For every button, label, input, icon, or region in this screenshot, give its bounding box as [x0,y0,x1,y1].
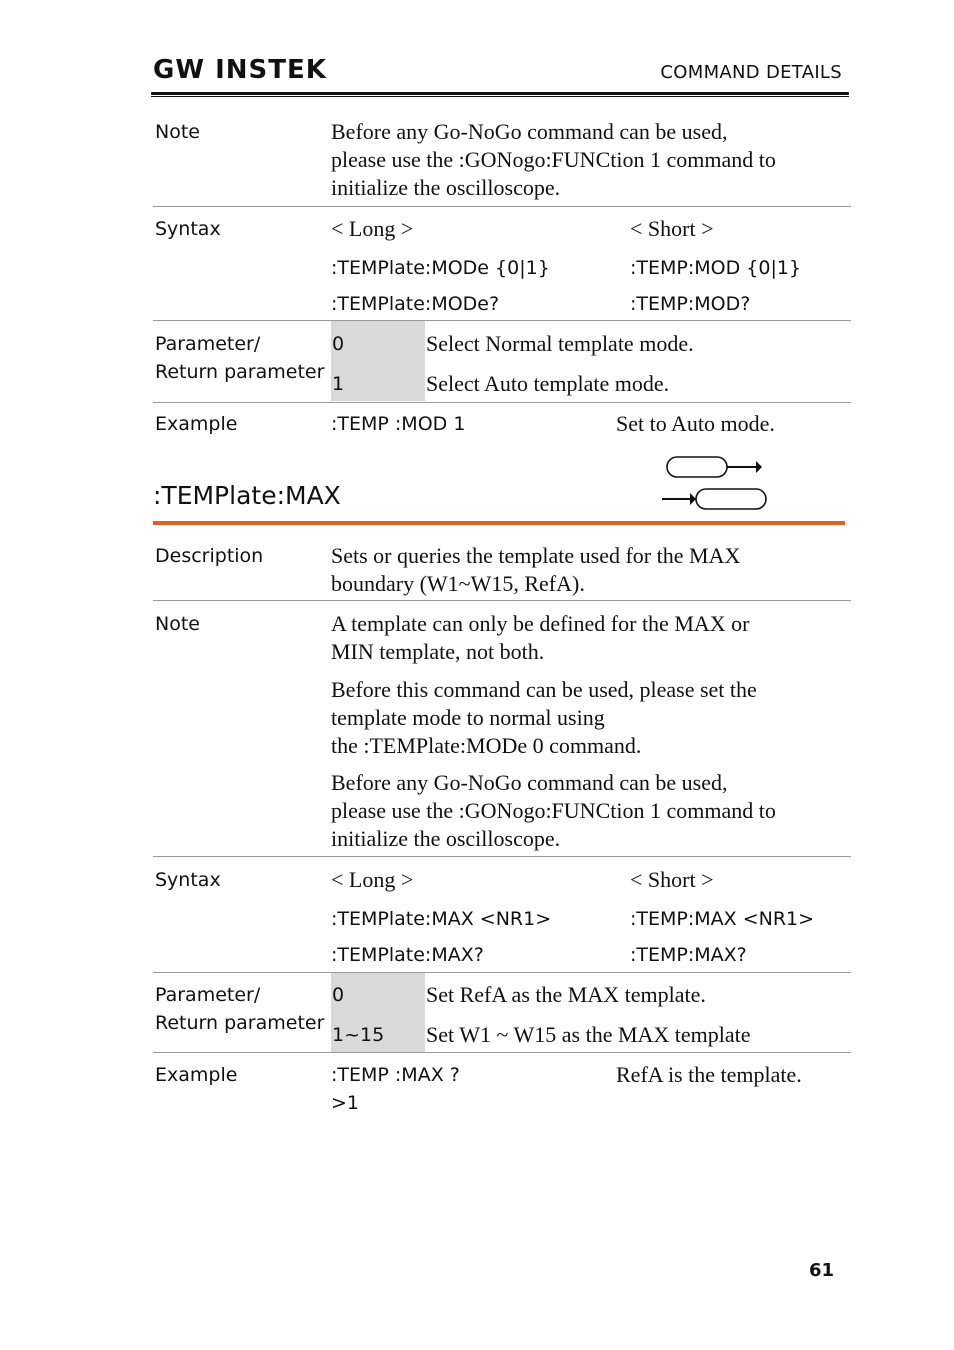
note-paragraph-2: Before this command can be used, please set the template mode to normal using the :TEMPlate:MODe 0 command. [331,677,757,758]
syntax-short-set: :TEMP:MOD {0|1} [630,257,802,279]
note-paragraph-3: Before any Go-NoGo command can be used, please use the :GONogo:FUNCtion 1 command to initialize the oscilloscope. [331,770,776,851]
syntax-long-query: :TEMPlate:MAX? [331,944,484,966]
parameter-label: Parameter/ [155,333,261,355]
parameter-desc: Select Normal template mode. [426,331,694,356]
syntax-long-query: :TEMPlate:MODe? [331,293,500,315]
example-command: :TEMP :MAX ? [331,1064,460,1086]
parameter-value: 0 [332,984,345,1006]
parameter-label: Parameter/ [155,984,261,1006]
example-response: >1 [331,1092,360,1114]
divider [153,1052,851,1053]
gw-instek-logo: GW INSTEK [153,55,327,85]
note-text: Before any Go-NoGo command can be used, please use the :GONogo:FUNCtion 1 command to initialize the oscilloscope. [331,119,776,200]
page-number: 61 [808,1260,834,1281]
header-rule-thin [151,96,849,97]
parameter-desc: Set W1 ~ W15 as the MAX template [426,1022,751,1047]
title-rule [153,521,845,525]
description-text: Sets or queries the template used for the MAX boundary (W1~W15, RefA). [331,543,741,596]
syntax-long-header: < Long > [331,216,414,241]
example-label: Example [155,1064,238,1086]
syntax-short-header: < Short > [630,216,714,241]
syntax-short-set: :TEMP:MAX <NR1> [630,908,815,930]
header-rule [151,92,849,95]
divider [153,856,851,857]
parameter-value: 0 [332,333,345,355]
divider [153,402,851,403]
parameter-value: 1 [332,373,345,395]
example-description: Set to Auto mode. [616,411,775,436]
example-label: Example [155,413,238,435]
return-parameter-label: Return parameter [155,1012,325,1034]
parameter-desc: Set RefA as the MAX template. [426,982,706,1007]
divider [153,206,851,207]
syntax-long-set: :TEMPlate:MAX <NR1> [331,908,552,930]
command-title: :TEMPlate:MAX [153,481,341,510]
example-command: :TEMP :MOD 1 [331,413,466,435]
syntax-short-query: :TEMP:MAX? [630,944,747,966]
header-section-title: COMMAND DETAILS [660,62,842,83]
parameter-desc: Select Auto template mode. [426,371,670,396]
set-query-icon [660,454,770,514]
divider [153,320,851,321]
syntax-label: Syntax [155,218,221,240]
syntax-short-header: < Short > [630,867,714,892]
note-paragraph-1: A template can only be defined for the MAX or MIN template, not both. [331,611,750,664]
parameter-value-shading [331,321,425,401]
description-label: Description [155,545,264,567]
parameter-value: 1~15 [332,1024,385,1046]
syntax-long-header: < Long > [331,867,414,892]
note-label: Note [155,613,200,635]
example-description: RefA is the template. [616,1062,802,1087]
note-label: Note [155,121,200,143]
divider [153,972,851,973]
syntax-long-set: :TEMPlate:MODe {0|1} [331,257,550,279]
return-parameter-label: Return parameter [155,361,325,383]
syntax-label: Syntax [155,869,221,891]
syntax-short-query: :TEMP:MOD? [630,293,751,315]
divider [153,600,851,601]
